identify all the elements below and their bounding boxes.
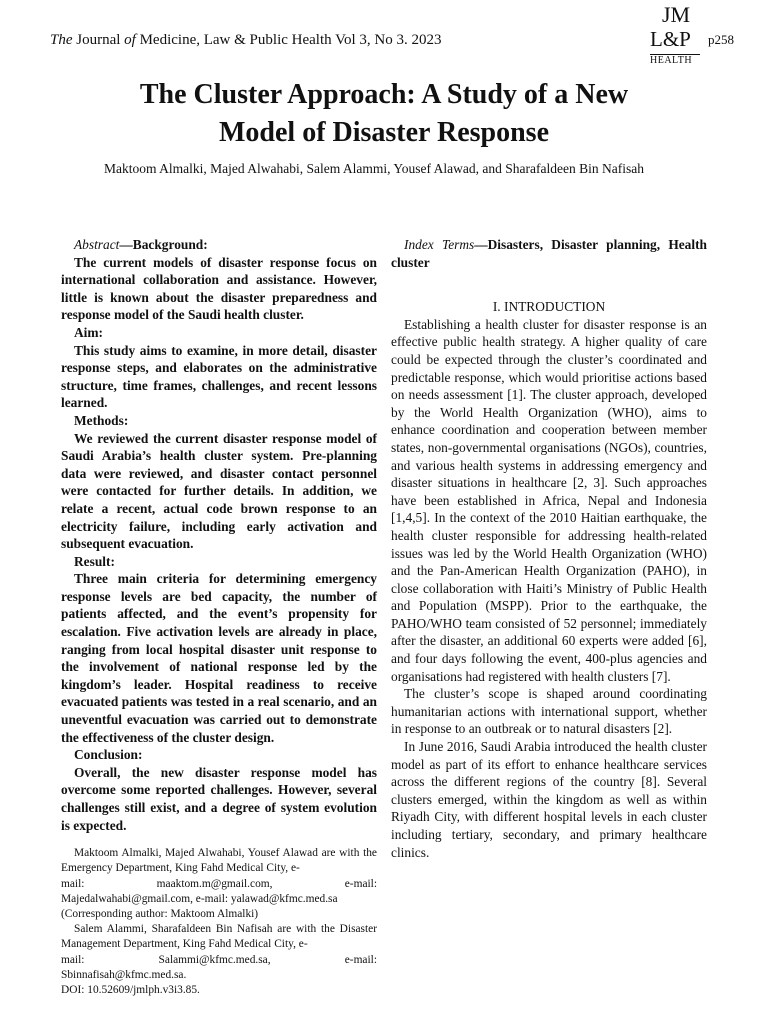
left-column [61, 236, 377, 998]
index-terms-label: Index Terms [404, 237, 475, 252]
introduction-paragraph-1: Establishing a health cluster for disaster response is an effective public health strategy. A higher quality of care could be expected through the cluster’s coordinated and predictable response, which would prioritise actions based on needs assessment [1]. The cluster approach, developed by the World Health Organization (WHO), aims to enhance coordination and cooperation between member states, non-governmental organisations (NGOs), countries, and various health systems in addressing emergency and disaster situations in healthcare [2, 3]. Such approaches have been established in Africa, Nepal and Indonesia [1,4,5]. In the context of the 2010 Haitian earthquake, the health cluster responsible for addressing health-related issues was led by the World Health Organization (WHO) and the Pan-American Health Organization (PAHO), in close collaboration with Haiti’s Ministry of Public Health and Population (MSPP). Prior to the earthquake, the PAHO/WHO team consisted of 52 personnel; immediately after the disaster, an additional 60 experts were added [6], and four days following the event, 400-plus agencies and organisations had registered with health clusters [7]. [391, 316, 707, 684]
footnote-doi: DOI: 10.52609/jmlph.v3i3.85. [61, 984, 200, 997]
abstract-aim-text: This study aims to examine, in more detail, disaster response steps, and elaborates on the administrative structure, time frames, challenges, and recent lessons learned. [61, 342, 377, 411]
abstract-result-text: Three main criteria for determining emergency response levels are bed capacity, the number of patients affected, and the event’s propensity for escalation. Five activation levels are already in place, ranging from local hospital disaster unit response to the involvement of national response led by the kingdom’s leader. Hospital readiness to receive evacuated patients was tested in a real scenario, and an uneventful evacuation was carried out to demonstrate the effectiveness of the cluster design. [61, 571, 377, 745]
abstract-methods-text: We reviewed the current disaster response model of Saudi Arabia’s health cluster system. Pre-planning data were reviewed, and disaster contact personnel were contacted for further details. In addition, we relate a recent, actual code brown response to an electricity failure, including early activation and subsequent evacuation. [61, 430, 377, 552]
footnote-email-label: e-mail: [344, 877, 377, 890]
journal-name-b: Medicine, Law & Public Health Vol 3, No 3. 2023 [135, 32, 442, 48]
footnote-para2: Salem Alammi, Sharafaldeen Bin Nafisah are with the Disaster Management Department, King Fahd Medical City, e- [61, 923, 377, 951]
abstract-result-heading: Result: [74, 553, 115, 569]
footnote-mail-label: mail: [61, 877, 85, 890]
introduction-paragraph-2: The cluster’s scope is shaped around coordinating humanitarian actions with international support, whether in response to an outbreak or to natural disasters [2]. [391, 686, 707, 737]
title-line-2: Model of Disaster Response [218, 117, 549, 148]
footnote-corresponding: (Corresponding author: Maktoom Almalki) [61, 908, 259, 920]
background-heading: —Background: [119, 237, 208, 252]
abstract-background-heading [61, 236, 377, 254]
logo-health: HEALTH [650, 55, 693, 66]
index-terms [391, 236, 707, 271]
journal-header [50, 30, 442, 50]
footnote-para1-emails: Majedalwahabi@gmail.com, e-mail: yalawad@kfmc.med.sa [61, 892, 338, 905]
right-column [391, 236, 707, 861]
journal-of: of [124, 32, 136, 48]
abstract-aim-heading: Aim: [74, 324, 104, 340]
logo-jm: JM [662, 2, 691, 27]
page-number: p258 [708, 32, 734, 47]
footnote-para1: Maktoom Almalki, Majed Alwahabi, Yousef Alawad are with the Emergency Department, King Fahd Medical City, e- [61, 847, 377, 875]
abstract-methods-heading: Methods: [74, 412, 129, 428]
logo-lp: L&P [650, 27, 691, 51]
footnote2-email-label: e-mail: [344, 953, 377, 966]
footnote2-email-1: Salammi@kfmc.med.sa, [158, 953, 271, 966]
abstract-label: Abstract [74, 237, 120, 252]
footnote-para2-email: Sbinnafisah@kfmc.med.sa. [61, 968, 187, 981]
journal-name-a: Journal [72, 32, 125, 48]
title-line-1: The Cluster Approach: A Study of a New [139, 79, 629, 110]
author-footnote [61, 846, 377, 998]
abstract-background-text: The current models of disaster response focus on international collaboration and assistance. However, little is known about the disaster preparedness and response model of the Saudi health cluster. [61, 254, 377, 323]
footnote-para2-email-line [61, 953, 377, 968]
abstract-conclusion-text: Overall, the new disaster response model has overcome some reported challenges. However, several challenges still exist, and a degree of system evolution is expected. [61, 764, 377, 833]
journal-logo [650, 2, 760, 70]
abstract-conclusion-heading: Conclusion: [74, 747, 143, 763]
journal-the: The [50, 32, 73, 48]
paper-title [0, 76, 768, 152]
index-terms-text: —Disasters, Disaster planning, Health cluster [391, 237, 708, 270]
footnote-para1-email-line [61, 877, 377, 892]
footnote-email-1: maaktom.m@gmail.com, [156, 877, 273, 890]
introduction-paragraph-3: In June 2016, Saudi Arabia introduced the health cluster model as part of its effort to enhance healthcare services across the different regions of the country [8]. Several clusters emerged, within the kingdom as well as within Riyadh City, with different hospital levels in each cluster including tertiary, secondary, and primary healthcare clinics. [391, 739, 707, 860]
introduction-heading: I. INTRODUCTION [492, 299, 606, 315]
author-list: Maktoom Almalki, Majed Alwahabi, Salem Alammi, Yousef Alawad, and Sharafaldeen Bin Nafisah [104, 161, 644, 176]
footnote2-mail-label: mail: [61, 953, 85, 966]
